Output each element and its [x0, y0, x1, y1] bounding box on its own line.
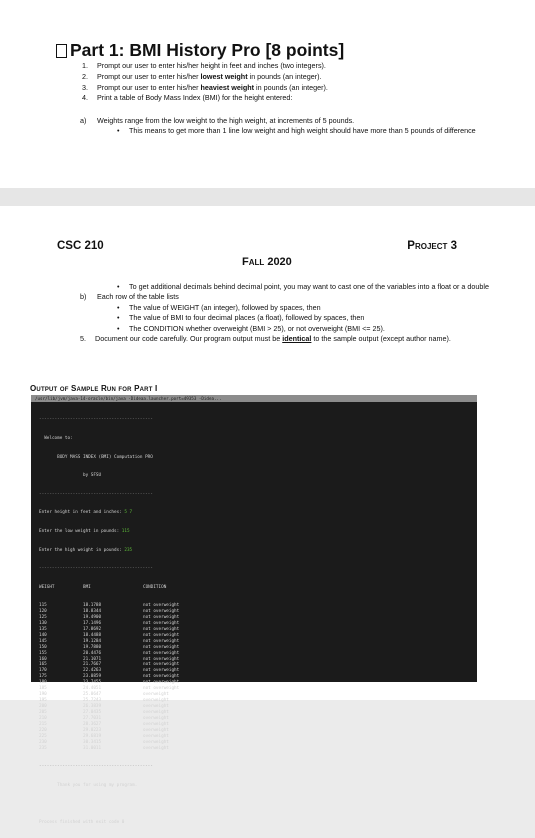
cell-condition: overweight: [143, 745, 169, 751]
cell-condition: not overweight: [143, 686, 180, 692]
part1-title: [56, 40, 344, 61]
requirement-item: [82, 93, 502, 104]
output-section-title: Output of Sample Run for Part I: [30, 384, 158, 393]
cell-bmi: 27.0435: [83, 709, 102, 715]
cell-bmi: 26.3839: [83, 704, 102, 710]
bullet-text: This means to get more than 1 line low weight and high weight should have more than 5 pounds of difference: [129, 126, 476, 136]
cell-bmi: 19.7880: [83, 644, 102, 650]
console-divider: --------------------------------------------: [39, 566, 153, 572]
requirement-item: [82, 61, 502, 72]
bullet-text: The value of BMI to four decimal places (a float), followed by spaces, then: [129, 313, 365, 323]
bullet-item: [117, 303, 497, 313]
bullet-text: To get additional decimals behind decimal point, you may want to cast one of the variables into a float or a double: [129, 282, 489, 291]
cell-condition: not overweight: [143, 680, 180, 686]
sub-letter: a): [80, 116, 87, 125]
console-divider: --------------------------------------------: [39, 491, 153, 497]
console-spacer: [39, 801, 477, 807]
cell-weight: 160: [39, 656, 47, 662]
cell-bmi: 28.3627: [83, 721, 102, 727]
console-output: [31, 395, 477, 825]
requirements-list: [82, 61, 502, 104]
console-thanks: [39, 783, 477, 789]
cell-bmi: 23.0859: [83, 674, 102, 680]
item-number: 3.: [82, 82, 88, 92]
requirement-item-5: [80, 334, 505, 344]
cell-condition: not overweight: [143, 626, 180, 632]
bullet-icon: •: [117, 313, 120, 323]
header-weight: WEIGHT: [39, 584, 55, 590]
table-row: [39, 746, 477, 752]
bullet-item: [117, 313, 497, 323]
cell-weight: 130: [39, 620, 47, 626]
cell-bmi: 18.8344: [83, 609, 102, 615]
cell-bmi: 25.7243: [83, 698, 102, 704]
cell-weight: 165: [39, 662, 47, 668]
checkbox-icon: [56, 44, 67, 58]
prompt-text: Enter the high weight in pounds:: [39, 547, 125, 553]
cell-condition: overweight: [143, 698, 169, 704]
cell-weight: 190: [39, 692, 47, 698]
item-number: 2.: [82, 71, 88, 81]
cell-weight: 230: [39, 739, 47, 745]
cell-weight: 115: [39, 603, 47, 609]
cell-condition: not overweight: [143, 674, 180, 680]
console-prompt-high: [39, 548, 477, 554]
header-bmi: BMI: [83, 584, 91, 590]
cell-condition: not overweight: [143, 609, 180, 615]
console-divider: --------------------------------------------: [39, 763, 153, 769]
bullet-icon: •: [117, 302, 120, 312]
item-text: Print a table of Body Mass Index (BMI) for the height entered:: [97, 93, 293, 103]
requirement-item: [82, 72, 502, 83]
cell-bmi: 18.1788: [83, 603, 102, 609]
cell-bmi: 18.4488: [83, 632, 102, 638]
cell-weight: 185: [39, 686, 47, 692]
cell-bmi: 29.0223: [83, 727, 102, 733]
bullet-item: [117, 282, 497, 292]
cell-weight: 135: [39, 626, 47, 632]
cell-condition: not overweight: [143, 668, 180, 674]
course-code: CSC 210: [57, 240, 104, 252]
console-divider: --------------------------------------------: [39, 417, 153, 423]
project-label: Project 3: [407, 240, 457, 252]
cell-condition: not overweight: [143, 650, 180, 656]
console-program-name: [39, 455, 477, 461]
sub-item-a: [80, 116, 500, 126]
item-text-bold: lowest weight: [200, 71, 248, 81]
cell-condition: overweight: [143, 739, 169, 745]
console-exit: Process finished with exit code 0: [39, 819, 125, 825]
cell-weight: 125: [39, 614, 47, 620]
document-page-2: [0, 206, 535, 825]
table-header-row: [39, 585, 477, 591]
item-number: 1.: [82, 61, 88, 70]
document-page-part1: [0, 0, 535, 188]
cell-bmi: 30.3415: [83, 739, 102, 745]
cell-bmi: 21.7667: [83, 662, 102, 668]
cell-condition: not overweight: [143, 603, 180, 609]
cell-weight: 200: [39, 704, 47, 710]
cell-weight: 215: [39, 721, 47, 727]
sub-letter: b): [80, 292, 87, 302]
cell-condition: not overweight: [143, 632, 180, 638]
page-gap: [0, 188, 535, 206]
by-text: by SFSU: [82, 473, 102, 479]
thanks-text: Thank you for using my program.: [57, 782, 138, 788]
item-text: [95, 334, 451, 344]
bullet-text: The value of WEIGHT (an integer), followed by spaces, then: [129, 302, 321, 312]
item-text-pre: Document our code carefully. Our program output must be: [95, 334, 283, 344]
bullet-icon: •: [117, 323, 120, 333]
item-number: 4.: [82, 93, 88, 103]
user-input: 115: [121, 528, 130, 534]
requirement-item: [82, 83, 502, 94]
cell-bmi: 23.7455: [83, 680, 102, 686]
user-input: 5 7: [124, 510, 133, 516]
console-prompt-height: [39, 510, 477, 516]
cell-bmi: 29.6819: [83, 733, 102, 739]
bullet-icon: •: [117, 126, 120, 136]
console-body: [31, 402, 477, 838]
header-condition: CONDITION: [143, 584, 167, 590]
cell-weight: 225: [39, 733, 47, 739]
sub-section-a: [80, 116, 500, 137]
cell-condition: not overweight: [143, 614, 180, 620]
cell-weight: 210: [39, 715, 47, 721]
part1-title-text: Part 1: BMI History Pro [8 points]: [70, 40, 345, 60]
bmi-table: [39, 603, 477, 751]
term-label: Fall 2020: [242, 256, 292, 268]
cell-weight: 120: [39, 609, 47, 615]
cell-condition: not overweight: [143, 656, 180, 662]
cell-condition: overweight: [143, 727, 169, 733]
cell-bmi: 19.1284: [83, 638, 102, 644]
item-text-pre: Prompt our user to enter his/her: [97, 82, 201, 92]
cell-condition: not overweight: [143, 644, 180, 650]
cell-weight: 155: [39, 650, 47, 656]
cell-bmi: 22.4263: [83, 668, 102, 674]
sub-text: Weights range from the low weight to the high weight, at increments of 5 pounds.: [97, 116, 355, 125]
cell-weight: 180: [39, 680, 47, 686]
cell-bmi: 17.1496: [83, 620, 102, 626]
continued-requirements: [80, 282, 520, 344]
cell-weight: 220: [39, 727, 47, 733]
cell-condition: overweight: [143, 715, 169, 721]
program-name-text: BODY MASS INDEX (BMI) Computation PRO: [57, 454, 153, 460]
cell-bmi: 25.0647: [83, 692, 102, 698]
console-prompt-low: [39, 529, 477, 535]
prompt-text: Enter height in feet and inches:: [39, 510, 125, 516]
cell-weight: 195: [39, 698, 47, 704]
item-text-bold: heaviest weight: [200, 82, 254, 92]
item-text: [97, 72, 322, 83]
cell-bmi: 27.7031: [83, 715, 102, 721]
console-by: [39, 473, 477, 479]
cell-weight: 205: [39, 709, 47, 715]
item-text-post: in pounds (an integer).: [254, 82, 328, 92]
bullet-icon: •: [117, 282, 120, 291]
cell-condition: not overweight: [143, 620, 180, 626]
cell-weight: 145: [39, 638, 47, 644]
cell-bmi: 19.4900: [83, 614, 102, 620]
cell-condition: overweight: [143, 733, 169, 739]
item-text-bold: identical: [282, 334, 312, 344]
prompt-text: Enter the low weight in pounds:: [39, 528, 122, 534]
cell-bmi: 21.1071: [83, 656, 102, 662]
console-path-bar: /usr/lib/jvm/java-14-oracle/bin/java -Dideaa.launcher.port=49353 -Didea...: [31, 395, 477, 402]
item-text: Prompt our user to enter his/her height in feet and inches (two integers).: [97, 61, 326, 70]
cell-weight: 150: [39, 644, 47, 650]
cell-weight: 170: [39, 668, 47, 674]
cell-condition: not overweight: [143, 662, 180, 668]
sub-item-b: [80, 292, 520, 302]
cell-condition: overweight: [143, 721, 169, 727]
item-text-pre: Prompt our user to enter his/her: [97, 71, 201, 81]
sub-text: Each row of the table lists: [97, 292, 179, 302]
bullet-item: [117, 126, 497, 136]
welcome-text: Welcome to:: [44, 436, 73, 441]
user-input: 235: [124, 547, 133, 553]
cell-condition: overweight: [143, 704, 169, 710]
item-text: [97, 83, 328, 94]
console-welcome: [39, 436, 477, 442]
cell-bmi: 17.8692: [83, 626, 102, 632]
cell-bmi: 31.0011: [83, 745, 102, 751]
bullet-text: The CONDITION whether overweight (BMI > 25), or not overweight (BMI <= 25).: [129, 323, 385, 333]
cell-weight: 235: [39, 745, 47, 751]
bullet-item: [117, 324, 497, 334]
cell-weight: 140: [39, 632, 47, 638]
cell-condition: not overweight: [143, 638, 180, 644]
cell-condition: overweight: [143, 709, 169, 715]
cell-condition: overweight: [143, 692, 169, 698]
item-text-post: in pounds (an integer).: [247, 71, 322, 81]
cell-bmi: 20.4476: [83, 650, 102, 656]
item-number: 5.: [80, 334, 86, 344]
item-text-post: to the sample output (except author name).: [311, 334, 451, 344]
cell-weight: 175: [39, 674, 47, 680]
cell-bmi: 24.4051: [83, 686, 102, 692]
